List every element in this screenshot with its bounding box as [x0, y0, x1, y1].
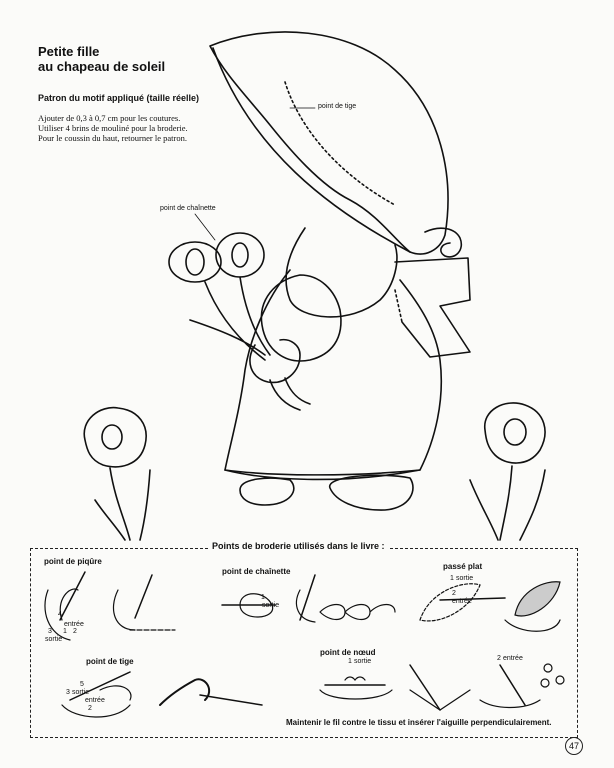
chainette-needle-2	[300, 575, 315, 620]
noeud-fabric-2	[410, 690, 470, 710]
noeud-sortie: sortie	[354, 658, 372, 665]
passe-plat-leaf-filled	[515, 582, 560, 616]
stitch-note: Maintenir le fil contre le tissu et insérer l'aiguille perpendiculairement.	[286, 718, 552, 727]
noeud-fabric-3	[480, 700, 540, 708]
noeud-needle-3	[500, 665, 525, 705]
stitch-guide-title: Points de broderie utilisés dans le livre :	[208, 541, 389, 551]
passe-plat-entree: entrée	[452, 598, 472, 605]
chainette-sortie: sortie	[262, 602, 280, 609]
piqure-fabric-2	[113, 590, 135, 630]
tige-sortie: sortie	[72, 689, 90, 696]
piqure-sortie: sortie	[45, 636, 63, 643]
noeud-needle-2	[410, 665, 440, 710]
label-point-de-chainette: point de chaînette	[160, 205, 216, 212]
label-point-de-tige-guide: point de tige	[86, 657, 134, 666]
label-point-de-chainette-guide: point de chaînette	[222, 567, 291, 576]
tige-rope	[160, 679, 209, 705]
noeud-knot-1	[544, 664, 552, 672]
chainette-n1: 1	[261, 594, 265, 601]
piqure-n1: 1	[63, 628, 67, 635]
instruction-line-3: Pour le coussin du haut, retourner le patron.	[38, 133, 187, 143]
title-line-2: au chapeau de soleil	[38, 59, 166, 74]
label-point-de-tige: point de tige	[318, 103, 357, 110]
passe-plat-sortie: sortie	[456, 575, 474, 582]
label-point-de-piqure: point de piqûre	[44, 557, 102, 566]
noeud-coil	[345, 677, 365, 680]
tige-needle-2	[200, 695, 262, 705]
piqure-n3: 3	[48, 628, 52, 635]
title-line-1: Petite fille	[38, 44, 100, 59]
subtitle: Patron du motif appliqué (taille réelle)	[38, 93, 200, 103]
instruction-line-1: Ajouter de 0,3 à 0,7 cm pour les coutures.	[38, 113, 181, 123]
noeud-n2: 2	[497, 655, 501, 662]
noeud-knot-2	[541, 679, 549, 687]
passe-plat-fabric	[505, 620, 560, 631]
chainette-fabric-2	[296, 590, 315, 622]
piqure-needle-2	[135, 575, 152, 618]
passe-plat-needle	[440, 598, 505, 600]
noeud-knot-3	[556, 676, 564, 684]
label-point-de-noeud: point de nœud	[320, 648, 376, 657]
piqure-n4: 4	[58, 611, 62, 618]
tige-n5: 5	[80, 681, 84, 688]
noeud-n1: 1	[348, 658, 352, 665]
label-passe-plat: passé plat	[443, 562, 483, 571]
noeud-fabric	[320, 690, 392, 699]
piqure-entree: entrée	[64, 621, 84, 628]
instruction-line-2: Utiliser 4 brins de mouliné pour la broderie.	[38, 123, 188, 133]
tige-n2: 2	[88, 705, 92, 712]
page-number: 47	[565, 737, 583, 755]
noeud-entree: entrée	[503, 655, 523, 662]
tige-entree: entrée	[85, 697, 105, 704]
passe-plat-n2: 2	[452, 590, 456, 597]
chainette-chain	[320, 605, 395, 620]
tige-n3: 3	[66, 689, 70, 696]
tige-fabric	[62, 705, 130, 717]
passe-plat-n1: 1	[450, 575, 454, 582]
piqure-n2: 2	[73, 628, 77, 635]
